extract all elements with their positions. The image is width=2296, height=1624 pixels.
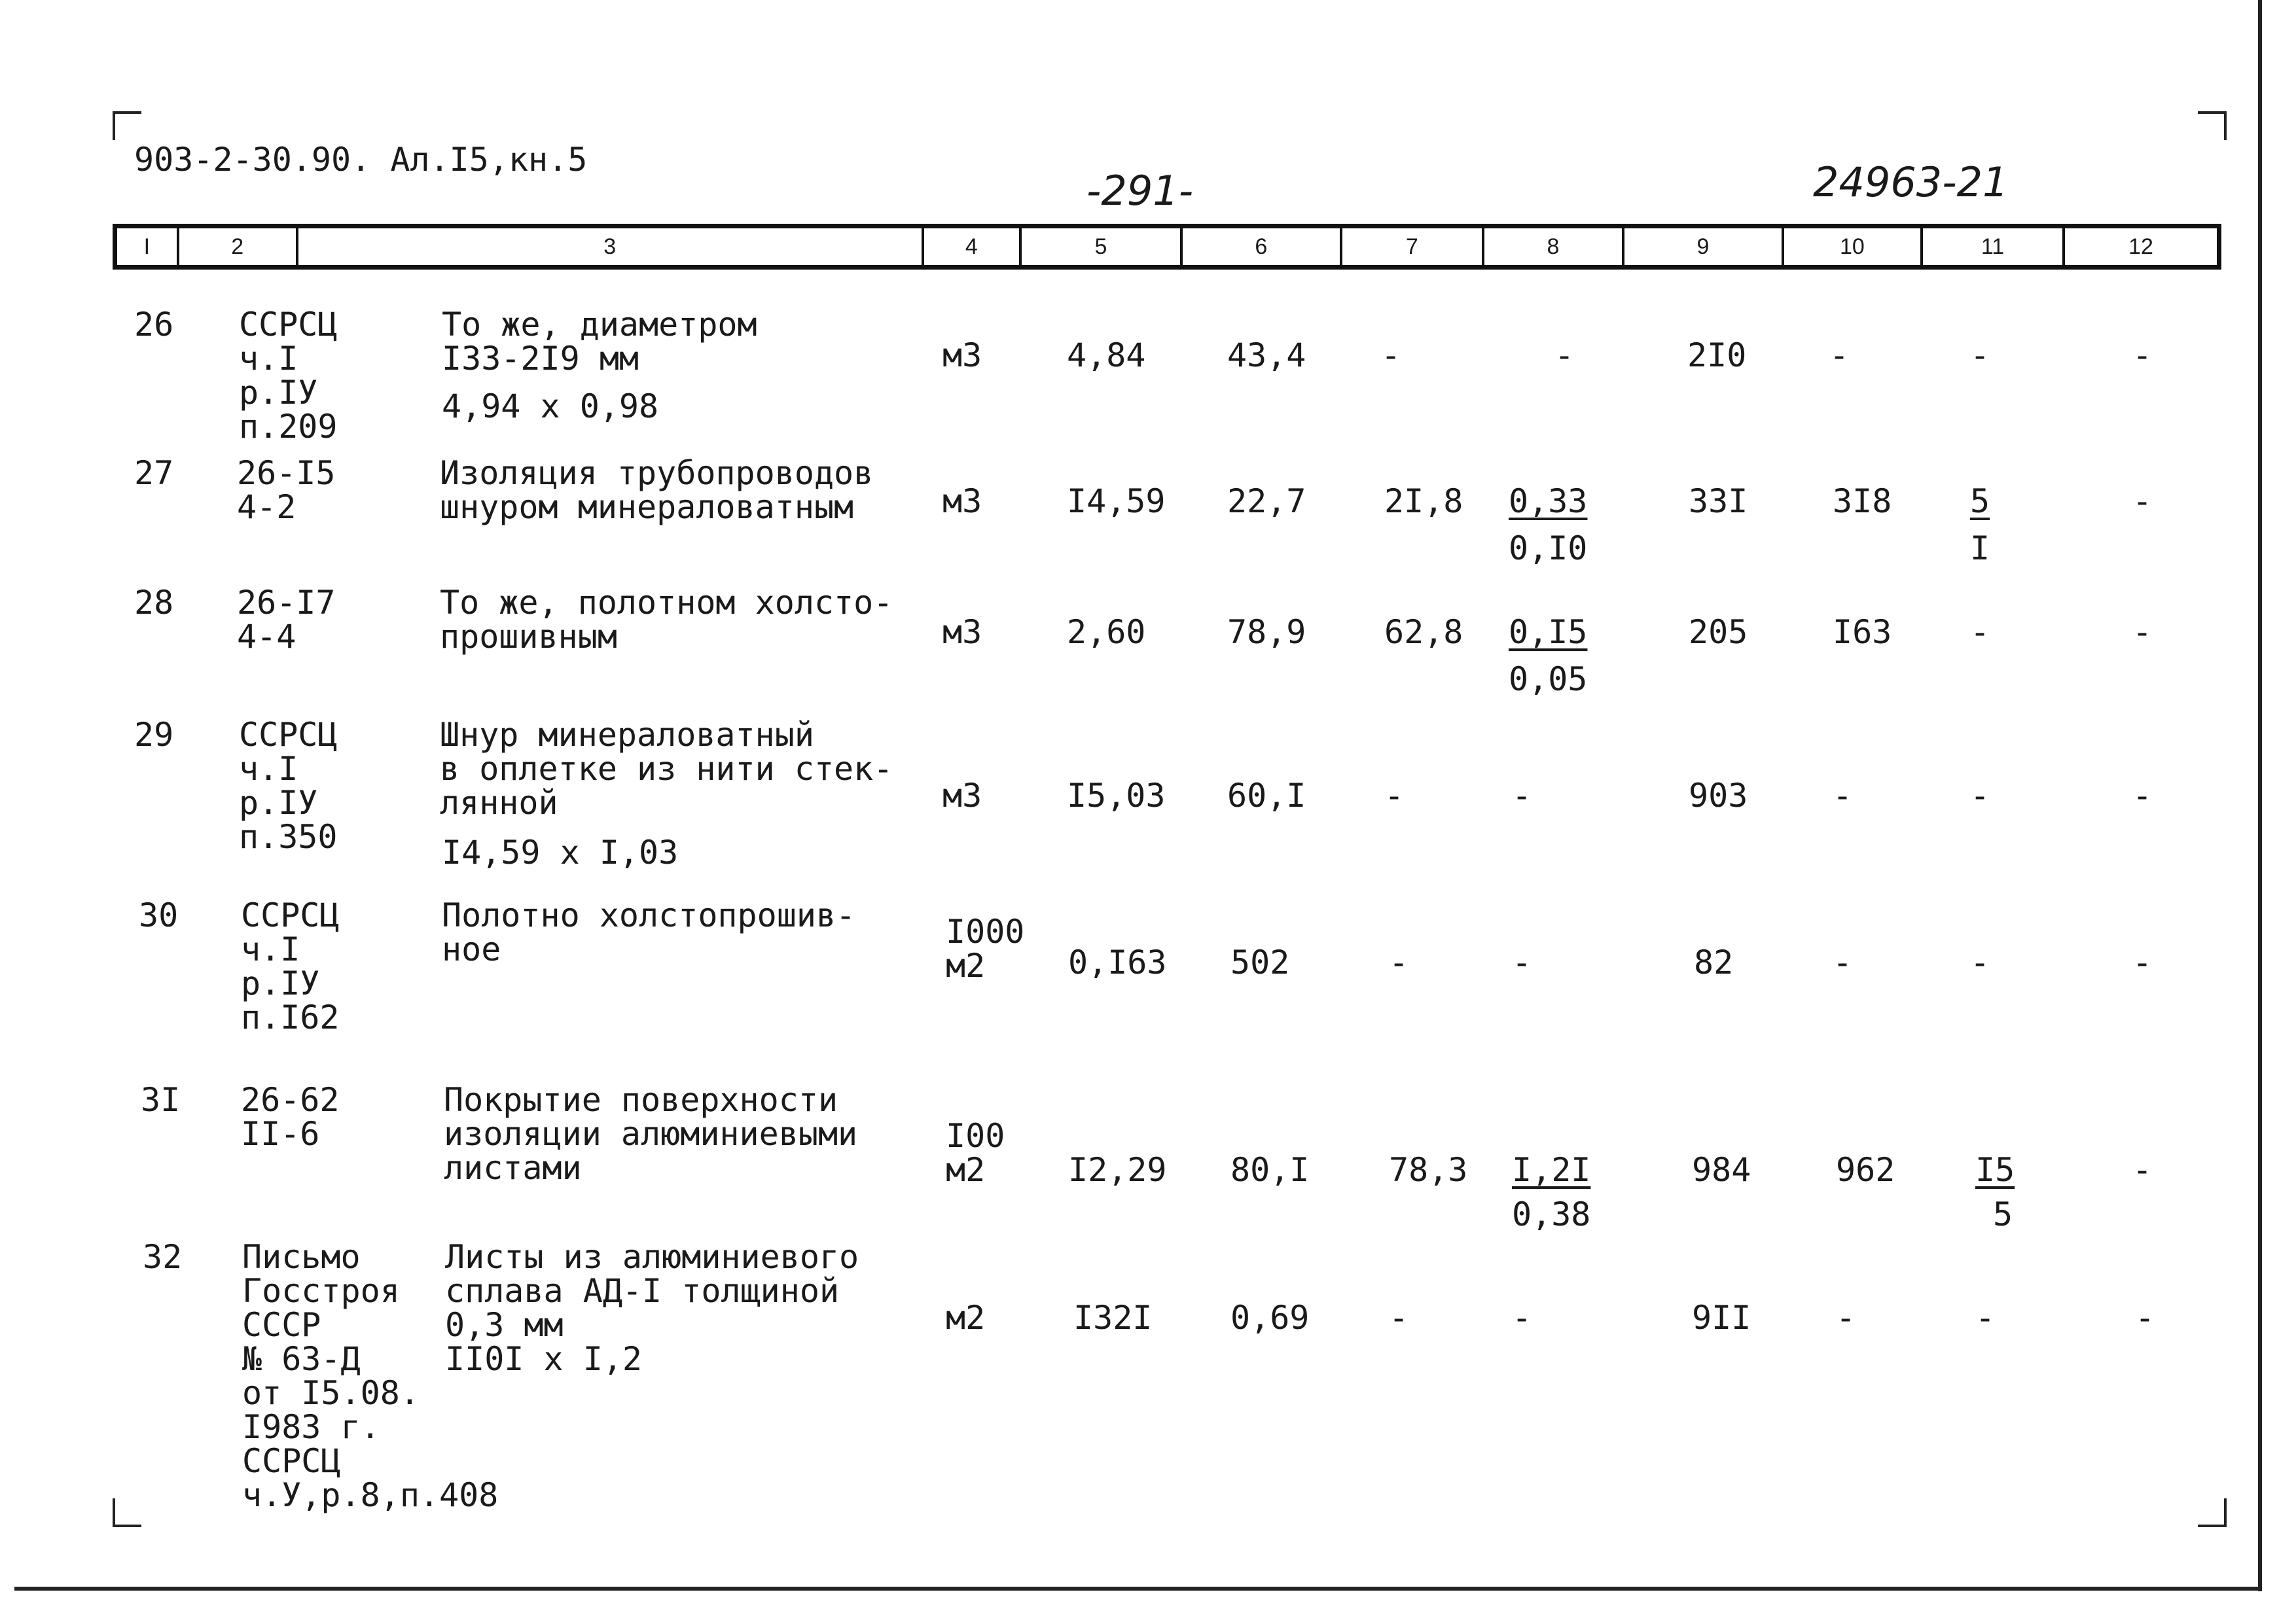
col10-value: - bbox=[1833, 777, 1853, 815]
corner-mark-top-left bbox=[113, 111, 141, 140]
col6-value: 60,I bbox=[1227, 777, 1306, 815]
row-number: 29 bbox=[134, 716, 174, 754]
row-number: 30 bbox=[139, 896, 179, 934]
col5-value: 4,84 bbox=[1067, 336, 1146, 374]
column-header: 6 bbox=[1183, 228, 1342, 265]
col8-secondary-value: 0,38 bbox=[1512, 1195, 1591, 1233]
col11-secondary-value: 5 bbox=[1993, 1195, 2013, 1233]
col8-secondary-value: 0,05 bbox=[1509, 660, 1588, 698]
col9-value: 205 bbox=[1689, 613, 1748, 651]
col10-value: - bbox=[1829, 336, 1850, 374]
col11-value: 5 bbox=[1970, 482, 1990, 520]
unit: м3 bbox=[942, 613, 982, 651]
col11-value: - bbox=[1970, 777, 1990, 815]
basis-reference: ССРСЦ ч.I р.IУ п.350 bbox=[239, 716, 338, 856]
page-edge-right bbox=[2258, 0, 2262, 1591]
col6-value: 78,9 bbox=[1227, 613, 1306, 651]
work-name: То же, полотном холсто- прошивным bbox=[440, 584, 893, 656]
calculation: I4,59 x I,03 bbox=[442, 834, 679, 872]
row-number: 32 bbox=[143, 1238, 183, 1276]
unit: I00 м2 bbox=[946, 1117, 1005, 1189]
col6-value: 43,4 bbox=[1227, 336, 1306, 374]
col7-value: - bbox=[1389, 944, 1409, 981]
column-header: 9 bbox=[1624, 228, 1784, 265]
corner-mark-bottom-left bbox=[113, 1498, 141, 1527]
col9-value: 82 bbox=[1694, 944, 1734, 981]
col12-value: - bbox=[2135, 1299, 2155, 1337]
col11-value: - bbox=[1970, 944, 1990, 981]
unit: м3 bbox=[942, 482, 982, 520]
page-edge-bottom bbox=[14, 1587, 2262, 1591]
column-header: 10 bbox=[1784, 228, 1923, 265]
col9-value: 9II bbox=[1692, 1299, 1751, 1337]
column-header: 7 bbox=[1342, 228, 1484, 265]
col5-value: I5,03 bbox=[1067, 777, 1166, 815]
basis-reference: ССРСЦ ч.I р.IУ п.209 bbox=[239, 306, 338, 446]
work-name: Шнур минераловатный в оплетке из нити стек- лянной bbox=[440, 716, 893, 822]
col8-value: - bbox=[1554, 336, 1575, 374]
column-header-row bbox=[113, 224, 2221, 270]
row-number: 3I bbox=[141, 1081, 181, 1119]
col9-value: 984 bbox=[1692, 1151, 1751, 1189]
basis-reference: 26-I7 4-4 bbox=[237, 584, 336, 656]
unit: м3 bbox=[942, 336, 982, 374]
corner-mark-top-right bbox=[2198, 111, 2227, 140]
work-name: Покрытие поверхности изоляции алюминиевыми листами bbox=[444, 1081, 858, 1187]
col7-value: - bbox=[1384, 777, 1405, 815]
col12-value: - bbox=[2132, 944, 2153, 981]
unit: м3 bbox=[942, 777, 982, 815]
work-name: То же, диаметром I33-2I9 мм bbox=[442, 306, 757, 378]
col12-value: - bbox=[2132, 336, 2153, 374]
column-header: 8 bbox=[1484, 228, 1624, 265]
col7-value: 2I,8 bbox=[1384, 482, 1463, 520]
work-name: Изоляция трубопроводов шнуром минераловатным bbox=[440, 454, 874, 526]
row-number: 28 bbox=[134, 584, 174, 622]
col5-value: I32I bbox=[1073, 1299, 1153, 1337]
col10-value: - bbox=[1833, 944, 1853, 981]
column-header: 2 bbox=[179, 228, 298, 265]
col5-value: 0,I63 bbox=[1068, 944, 1167, 981]
column-header: 4 bbox=[924, 228, 1022, 265]
col10-value: 3I8 bbox=[1833, 482, 1892, 520]
col12-value: - bbox=[2132, 613, 2153, 651]
row-number: 27 bbox=[134, 454, 174, 492]
col9-value: 2I0 bbox=[1687, 336, 1747, 374]
col8-secondary-value: 0,I0 bbox=[1509, 529, 1588, 567]
work-name: Полотно холстопрошив- ное bbox=[442, 896, 856, 968]
corner-mark-bottom-right bbox=[2198, 1498, 2227, 1527]
col7-value: 78,3 bbox=[1389, 1151, 1468, 1189]
calculation: 4,94 x 0,98 bbox=[442, 387, 659, 425]
col10-value: 962 bbox=[1836, 1151, 1895, 1189]
col7-value: 62,8 bbox=[1384, 613, 1463, 651]
column-header: 3 bbox=[298, 228, 924, 265]
col8-value: - bbox=[1512, 1299, 1532, 1337]
col8-value: I,2I bbox=[1512, 1151, 1591, 1189]
col10-value: - bbox=[1836, 1299, 1856, 1337]
col5-value: I2,29 bbox=[1068, 1151, 1167, 1189]
column-header: I bbox=[117, 228, 179, 265]
work-name: Листы из алюминиевого сплава АД-I толщиной 0,3 мм II0I x I,2 bbox=[445, 1238, 859, 1378]
row-number: 26 bbox=[134, 306, 174, 344]
col7-value: - bbox=[1389, 1299, 1409, 1337]
col8-value: - bbox=[1512, 777, 1532, 815]
inventory-number: 24963-21 bbox=[1813, 158, 2009, 206]
col12-value: - bbox=[2132, 482, 2153, 520]
column-header: 11 bbox=[1923, 228, 2065, 265]
col8-value: 0,33 bbox=[1509, 482, 1588, 520]
col12-value: - bbox=[2132, 1151, 2153, 1189]
basis-reference: 26-62 II-6 bbox=[241, 1081, 340, 1153]
unit: м2 bbox=[946, 1299, 986, 1337]
col9-value: 903 bbox=[1689, 777, 1748, 815]
col6-value: 0,69 bbox=[1230, 1299, 1310, 1337]
page-number: -291- bbox=[1086, 167, 1194, 215]
column-header: 12 bbox=[2128, 234, 2153, 259]
col11-value: - bbox=[1970, 336, 1990, 374]
column-header: 5 bbox=[1022, 228, 1183, 265]
col7-value: - bbox=[1381, 336, 1401, 374]
basis-reference: 26-I5 4-2 bbox=[237, 454, 336, 526]
col9-value: 33I bbox=[1689, 482, 1748, 520]
basis-reference: Письмо Госстроя СССР № 63-Д от I5.08. I983 г. ССРСЦ ч.У,р.8,п.408 bbox=[242, 1238, 499, 1514]
col8-value: 0,I5 bbox=[1509, 613, 1588, 651]
col11-value: I5 bbox=[1975, 1151, 2015, 1189]
col5-value: I4,59 bbox=[1067, 482, 1166, 520]
col11-value: - bbox=[1975, 1299, 1996, 1337]
col6-value: 22,7 bbox=[1227, 482, 1306, 520]
col5-value: 2,60 bbox=[1067, 613, 1146, 651]
col11-value: - bbox=[1970, 613, 1990, 651]
unit: I000 м2 bbox=[946, 913, 1025, 985]
col10-value: I63 bbox=[1833, 613, 1892, 651]
col12-value: - bbox=[2132, 777, 2153, 815]
basis-reference: ССРСЦ ч.I р.IУ п.I62 bbox=[241, 896, 340, 1036]
col8-value: - bbox=[1512, 944, 1532, 981]
col6-value: 502 bbox=[1230, 944, 1290, 981]
col6-value: 80,I bbox=[1230, 1151, 1310, 1189]
col11-secondary-value: I bbox=[1970, 529, 1990, 567]
document-reference: 903-2-30.90. Ал.I5,кн.5 bbox=[134, 141, 588, 179]
